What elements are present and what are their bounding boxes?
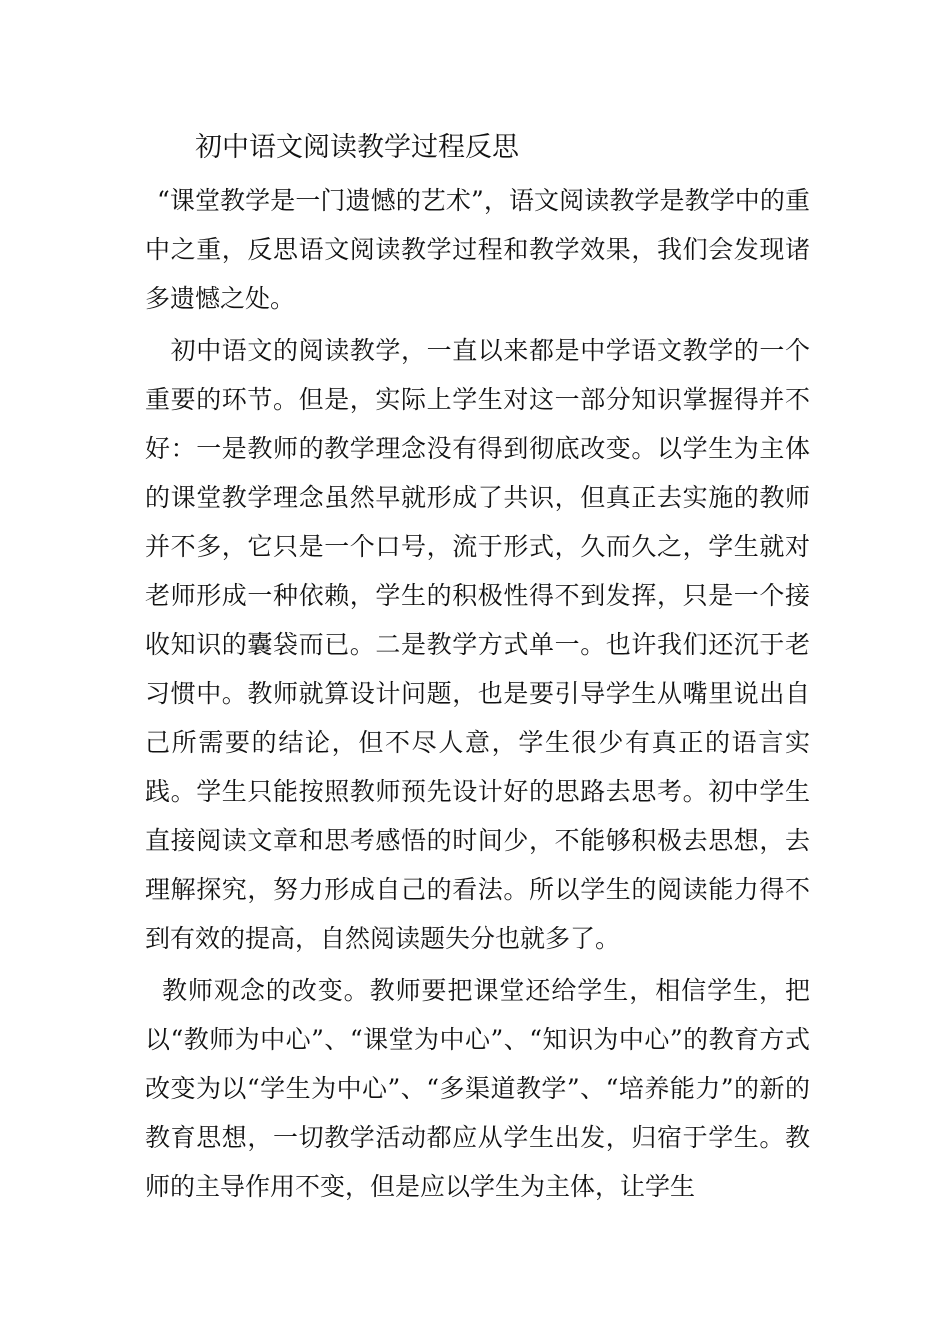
- paragraph-intro: [145, 176, 810, 323]
- paragraph-teacher-concept: [145, 966, 810, 1211]
- paragraph-text: 初中语文的阅读教学，一直以来都是中学语文教学的一个重要的环节。但是，实际上学生对这一部分知识掌握得并不好：一是教师的教学理念没有得到彻底改变。以学生为主体的课堂教学理念虽然早就形成了共识，但真正去实施的教师并不多，它只是一个口号，流于形式，久而久之，学生就对老师形成一种依赖，学生的积极性得不到发挥，只是一个接收知识的囊袋而已。二是教学方式单一。也许我们还沉于老习惯中。教师就算设计问题，也是要引导学生从嘴里说出自己所需要的结论，但不尽人意，学生很少有真正的语言实践。学生只能按照教师预先设计好的思路去思考。初中学生直接阅读文章和思考感悟的时间少，不能够积极去思想，去理解探究，努力形成自己的看法。所以学生的阅读能力得不到有效的提高，自然阅读题失分也就多了。: [145, 336, 810, 953]
- paragraph-text: “课堂教学是一门遗憾的艺术”，语文阅读教学是教学中的重中之重，反思语文阅读教学过程和教学效果，我们会发现诸多遗憾之处。: [145, 186, 810, 313]
- document-title: 初中语文阅读教学过程反思: [195, 132, 519, 163]
- paragraph-text: 教师观念的改变。教师要把课堂还给学生，相信学生，把以“教师为中心”、“课堂为中心”、“知识为中心”的教育方式改变为以“学生为中心”、“多渠道教学”、“培养能力”的新的教育思想，一切教学活动都应从学生出发，归宿于学生。教师的主导作用不变，但是应以学生为主体，让学生: [145, 976, 810, 1201]
- paragraph-problems: [145, 326, 810, 963]
